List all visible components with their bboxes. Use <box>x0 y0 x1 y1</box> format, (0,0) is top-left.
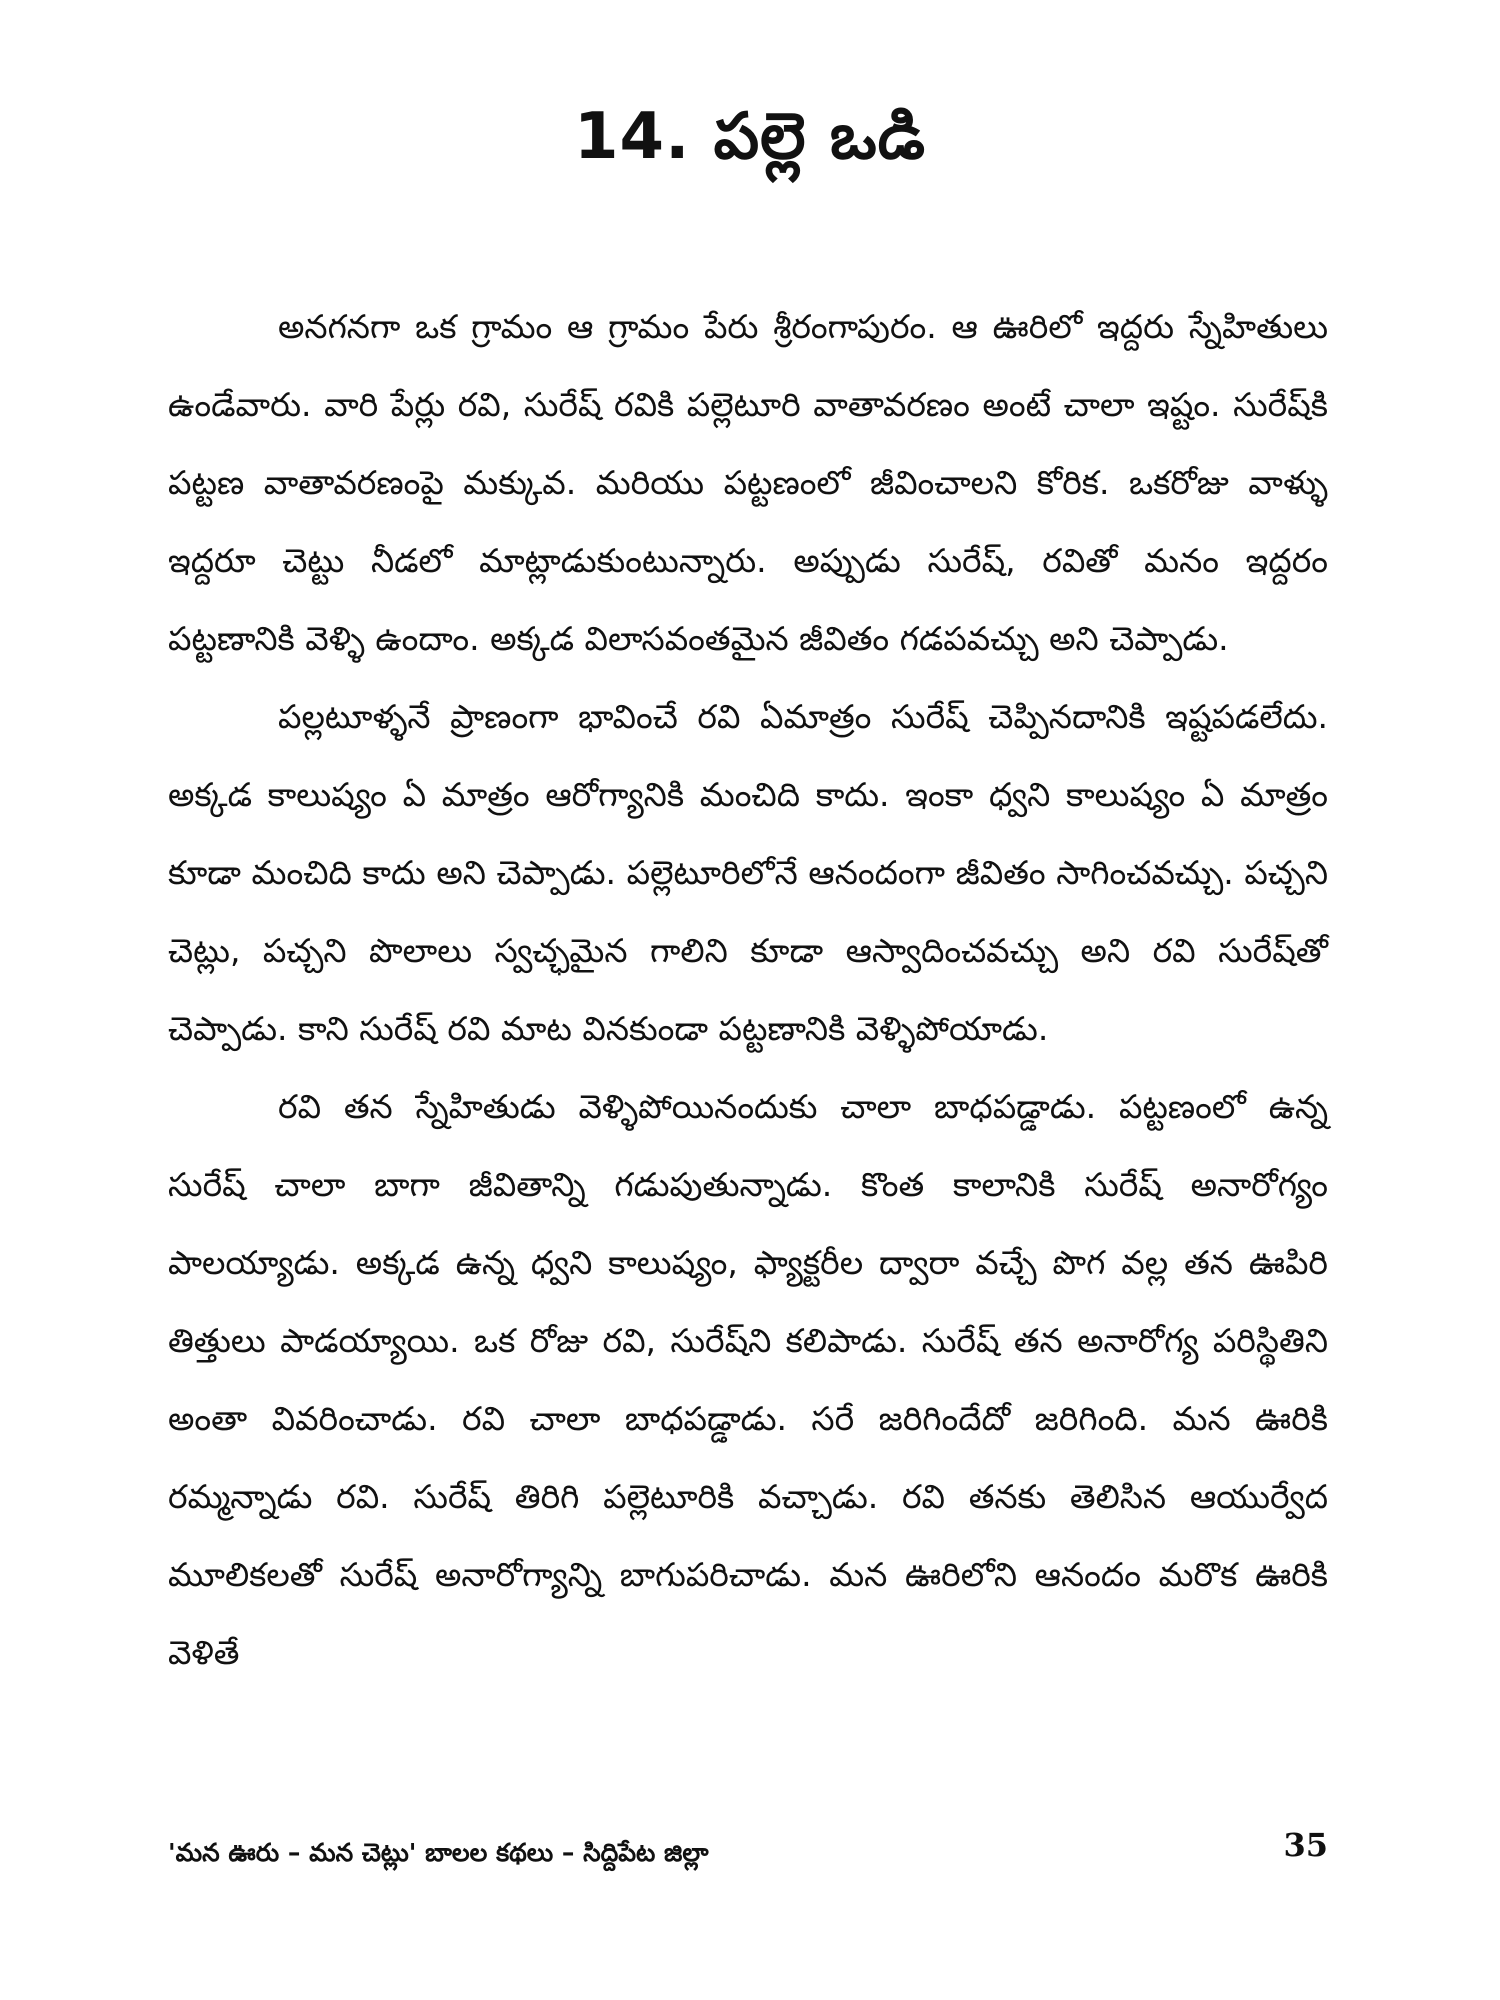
story-paragraph-2: పల్లటూళ్ళనే ప్రాణంగా భావించే రవి ఏమాత్రం సురేష్ చెప్పినదానికి ఇష్టపడలేదు. అక్కడ కాలుష్యం ఏ మాత్రం ఆరోగ్యానికి మంచిది కాదు. ఇంకా ధ్వని కాలుష్యం ఏ మాత్రం కూడా మంచిది కాదు అని చెప్పాడు. పల్లెటూరిలోనే ఆనందంగా జీవితం సాగించవచ్చు. పచ్చని చెట్లు, పచ్చని పొలాలు స్వచ్ఛమైన గాలిని కూడా ఆస్వాదించవచ్చు అని రవి సురేష్‌తో చెప్పాడు. కాని సురేష్ రవి మాట వినకుండా పట్టణానికి వెళ్ళిపోయాడు. <box>168 697 1328 1048</box>
page-footer <box>168 1826 1328 1876</box>
page-number: 35 <box>1283 1826 1328 1864</box>
story-title: 14. పల్లె ఒడి <box>574 100 926 174</box>
story-paragraph-3: రవి తన స్నేహితుడు వెళ్ళిపోయినందుకు చాలా బాధపడ్డాడు. పట్టణంలో ఉన్న సురేష్ చాలా బాగా జీవితాన్ని గడుపుతున్నాడు. కొంత కాలానికి సురేష్ అనారోగ్యం పాలయ్యాడు. అక్కడ ఉన్న ధ్వని కాలుష్యం, ఫ్యాక్టరీల ద్వారా వచ్చే పొగ వల్ల తన ఊపిరి తిత్తులు పాడయ్యాయి. ఒక రోజు రవి, సురేష్‌ని కలిపాడు. సురేష్ తన అనారోగ్య పరిస్థితిని అంతా వివరించాడు. రవి చాలా బాధపడ్డాడు. సరే జరిగిందేదో జరిగింది. మన ఊరికి రమ్మన్నాడు రవి. సురేష్ తిరిగి పల్లెటూరికి వచ్చాడు. రవి తనకు తెలిసిన ఆయుర్వేద మూలికలతో సురేష్ అనారోగ్యాన్ని బాగుపరిచాడు. మన ఊరిలోని ఆనందం మరొక ఊరికి వెళితే <box>168 1087 1328 1672</box>
footer-caption: 'మన ఊరు – మన చెట్లు' బాలల కథలు – సిద్దిపేట జిల్లా <box>168 1838 709 1867</box>
story-paragraph-1: అనగనగా ఒక గ్రామం ఆ గ్రామం పేరు శ్రీరంగాపురం. ఆ ఊరిలో ఇద్దరు స్నేహితులు ఉండేవారు. వారి పేర్లు రవి, సురేష్ రవికి పల్లెటూరి వాతావరణం అంటే చాలా ఇష్టం. సురేష్‌కి పట్టణ వాతావరణంపై మక్కువ. మరియు పట్టణంలో జీవించాలని కోరిక. ఒకరోజు వాళ్ళు ఇద్దరూ చెట్టు నీడలో మాట్లాడుకుంటున్నారు. అప్పుడు సురేష్, రవితో మనం ఇద్దరం పట్టణానికి వెళ్ళి ఉందాం. అక్కడ విలాసవంతమైన జీవితం గడపవచ్చు అని చెప్పాడు. <box>168 307 1328 658</box>
story-body <box>168 288 1328 1692</box>
